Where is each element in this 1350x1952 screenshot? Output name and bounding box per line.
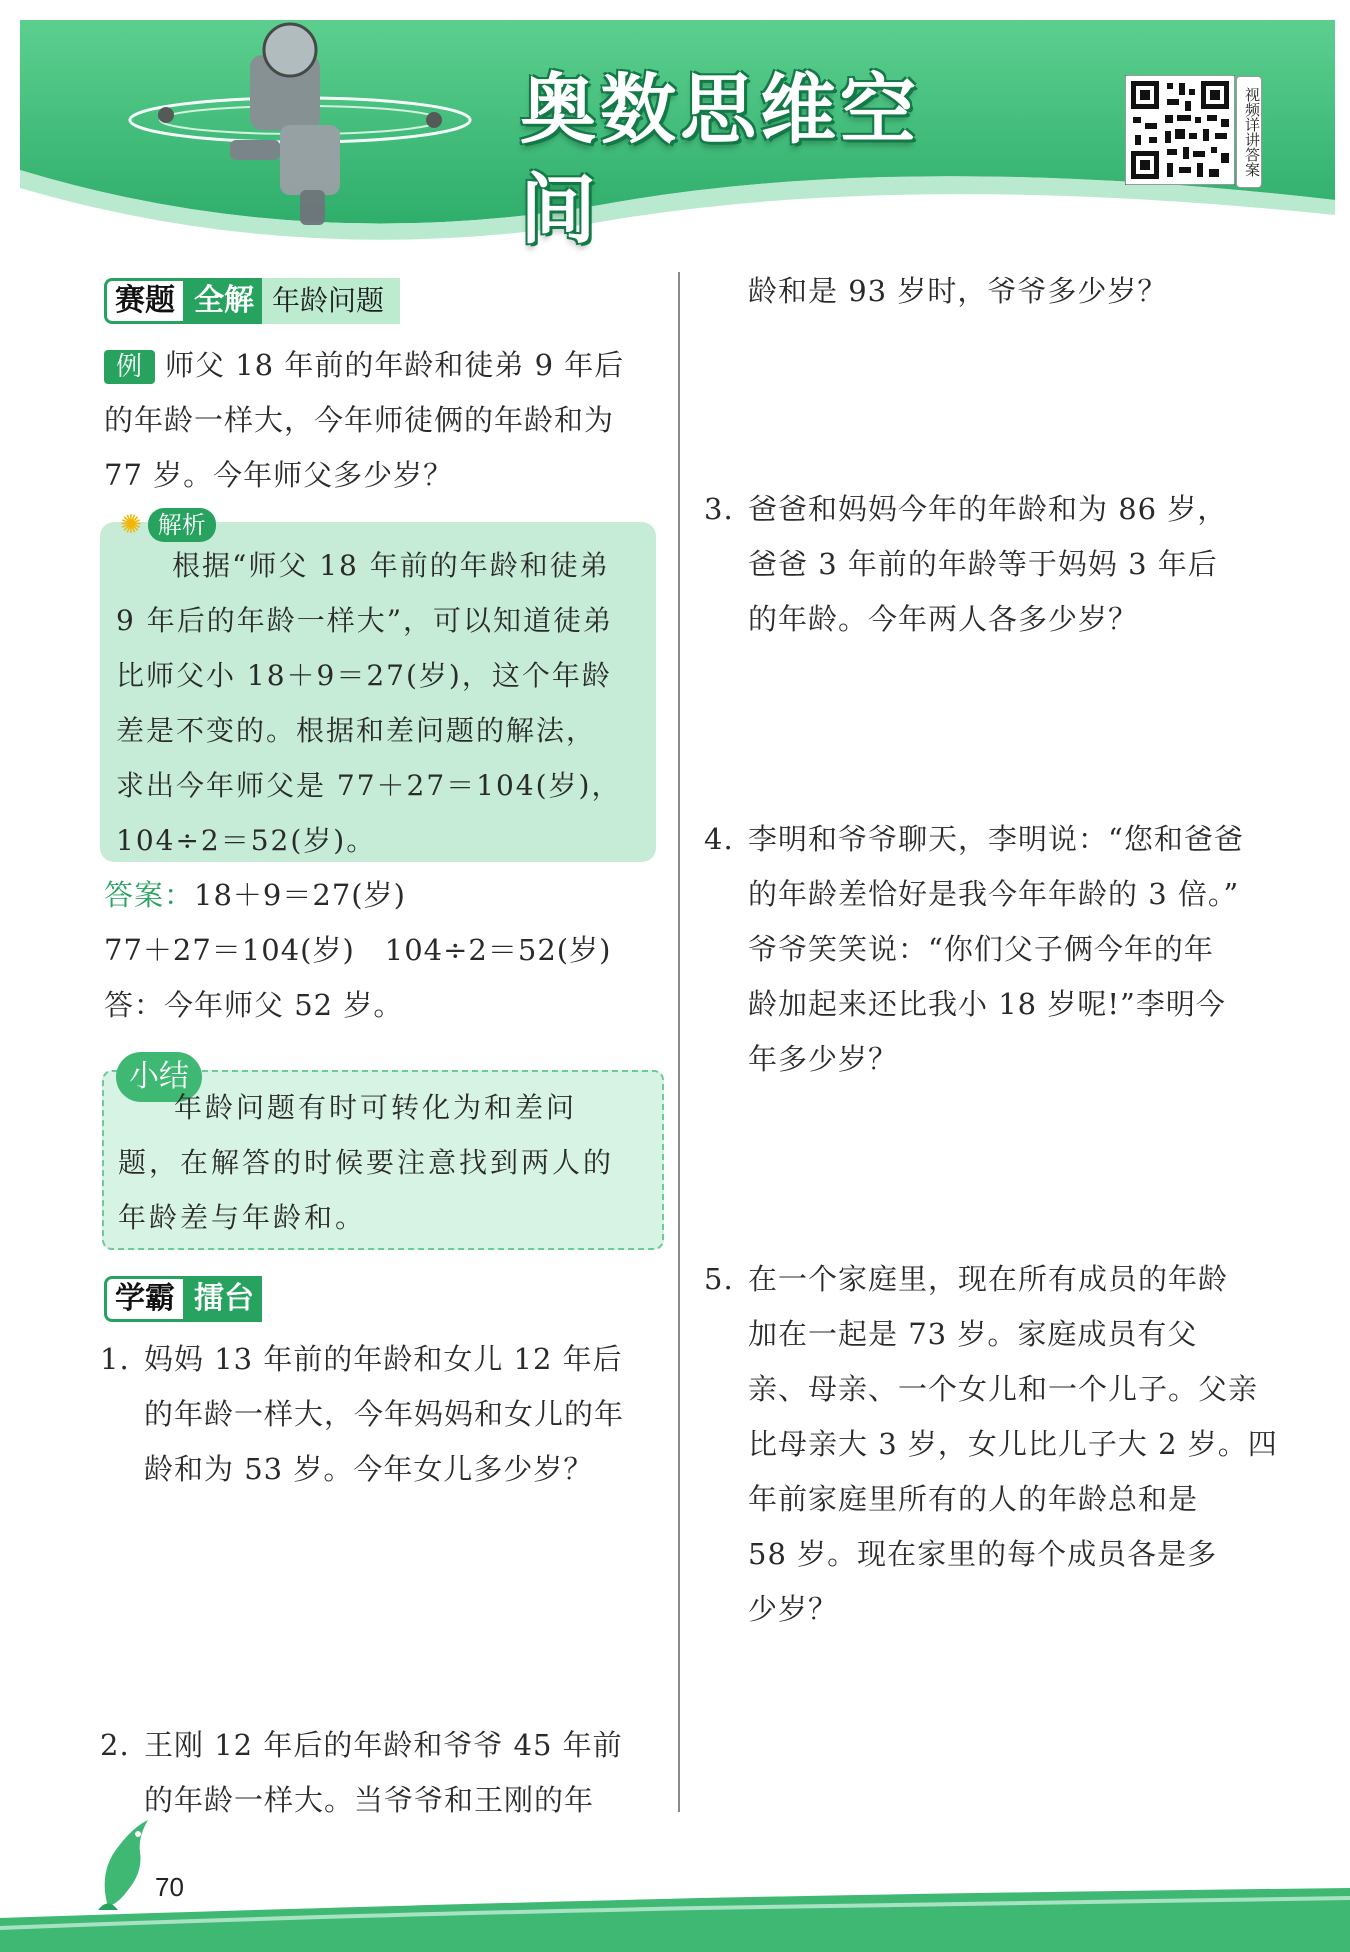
problem-2-continued: 龄和是 93 岁时，爷爷多少岁？ [748,274,1168,308]
analysis-text: 根据“师父 18 年前的年龄和徒弟 9 年后的年龄一样大”，可以知道徒弟 比师父小 18＋9＝27(岁)，这个年龄 差是不变的。根据和差问题的解法， 求出今年师父是 77＋27＝104(岁)， 104÷2＝52(岁)。 [116,549,622,857]
problem-number: 2. [100,1728,130,1762]
analysis-label: ✺ 解析 [120,508,216,542]
problem-2: 2. 王刚 12 年后的年龄和爷爷 45 年前 的年龄一样大。当爷爷和王刚的年 [100,1718,660,1828]
problem-number: 1. [100,1342,130,1376]
tag-part-a: 赛题 [104,278,186,324]
tag-part-b: 擂台 [186,1276,262,1322]
problem-1: 1. 妈妈 13 年前的年龄和女儿 12 年后 的年龄一样大，今年妈妈和女儿的年 龄和为 53 岁。今年女儿多少岁？ [100,1332,660,1497]
answer-block [104,868,664,1033]
dolphin-icon [88,1812,158,1912]
footer-band [0,1888,1350,1952]
answer-label: 答案： [104,878,195,912]
answer-line-2: 77＋27＝104(岁) 104÷2＝52(岁) [104,933,612,967]
section-tag-challenge [104,1276,262,1322]
example-block [104,338,664,503]
section-tag-full-solution [104,278,400,324]
column-divider [678,272,680,1812]
example-line-3: 77 岁。今年师父多少岁？ [104,458,454,492]
qr-caption: 视频详讲答案 [1236,76,1262,188]
page-title: 奥数思维空间 [520,65,920,254]
problem-4: 4. 李明和爷爷聊天，李明说：“您和爸爸 的年龄差恰好是我今年年龄的 3 倍。” 爷爷笑笑说：“你们父子俩今年的年 龄加起来还比我小 18 岁呢!”李明今 年多少岁？ [704,812,1304,1087]
answer-line-1: 答案：18＋9＝27(岁) [104,878,406,912]
qr-code-icon[interactable] [1125,75,1235,185]
page-number: 70 [155,1872,184,1902]
tag-part-b: 全解 [186,278,262,324]
summary-label: 小结 [116,1052,202,1102]
lightbulb-icon: ✺ [120,510,142,540]
example-line-2: 的年龄一样大，今年师徒俩的年龄和为 [104,403,615,437]
example-badge: 例 [104,350,155,384]
problem-5: 5. 在一个家庭里，现在所有成员的年龄 加在一起是 73 岁。家庭成员有父 亲、母亲、一个女儿和一个儿子。父亲 比母亲大 3 岁，女儿比儿子大 2 岁。四 年前家庭里所有的人的年龄总和是 58 岁。现在家里的每个成员各是多 少岁？ [704,1252,1304,1637]
example-line-1: 例 师父 18 年前的年龄和徒弟 9 年后 [104,338,664,393]
tag-part-a: 学霸 [104,1276,186,1322]
problem-number: 5. [704,1262,734,1296]
problem-number: 4. [704,822,734,856]
answer-line-3: 答：今年师父 52 岁。 [104,988,404,1022]
summary-text: 年龄问题有时可转化为和差问 题，在解答的时候要注意找到两人的 年龄差与年龄和。 [118,1091,615,1234]
problem-3: 3. 爸爸和妈妈今年的年龄和为 86 岁， 爸爸 3 年前的年龄等于妈妈 3 年后 的年龄。今年两人各多少岁？ [704,482,1304,647]
problem-number: 3. [704,492,734,526]
tag-topic: 年龄问题 [262,278,400,324]
